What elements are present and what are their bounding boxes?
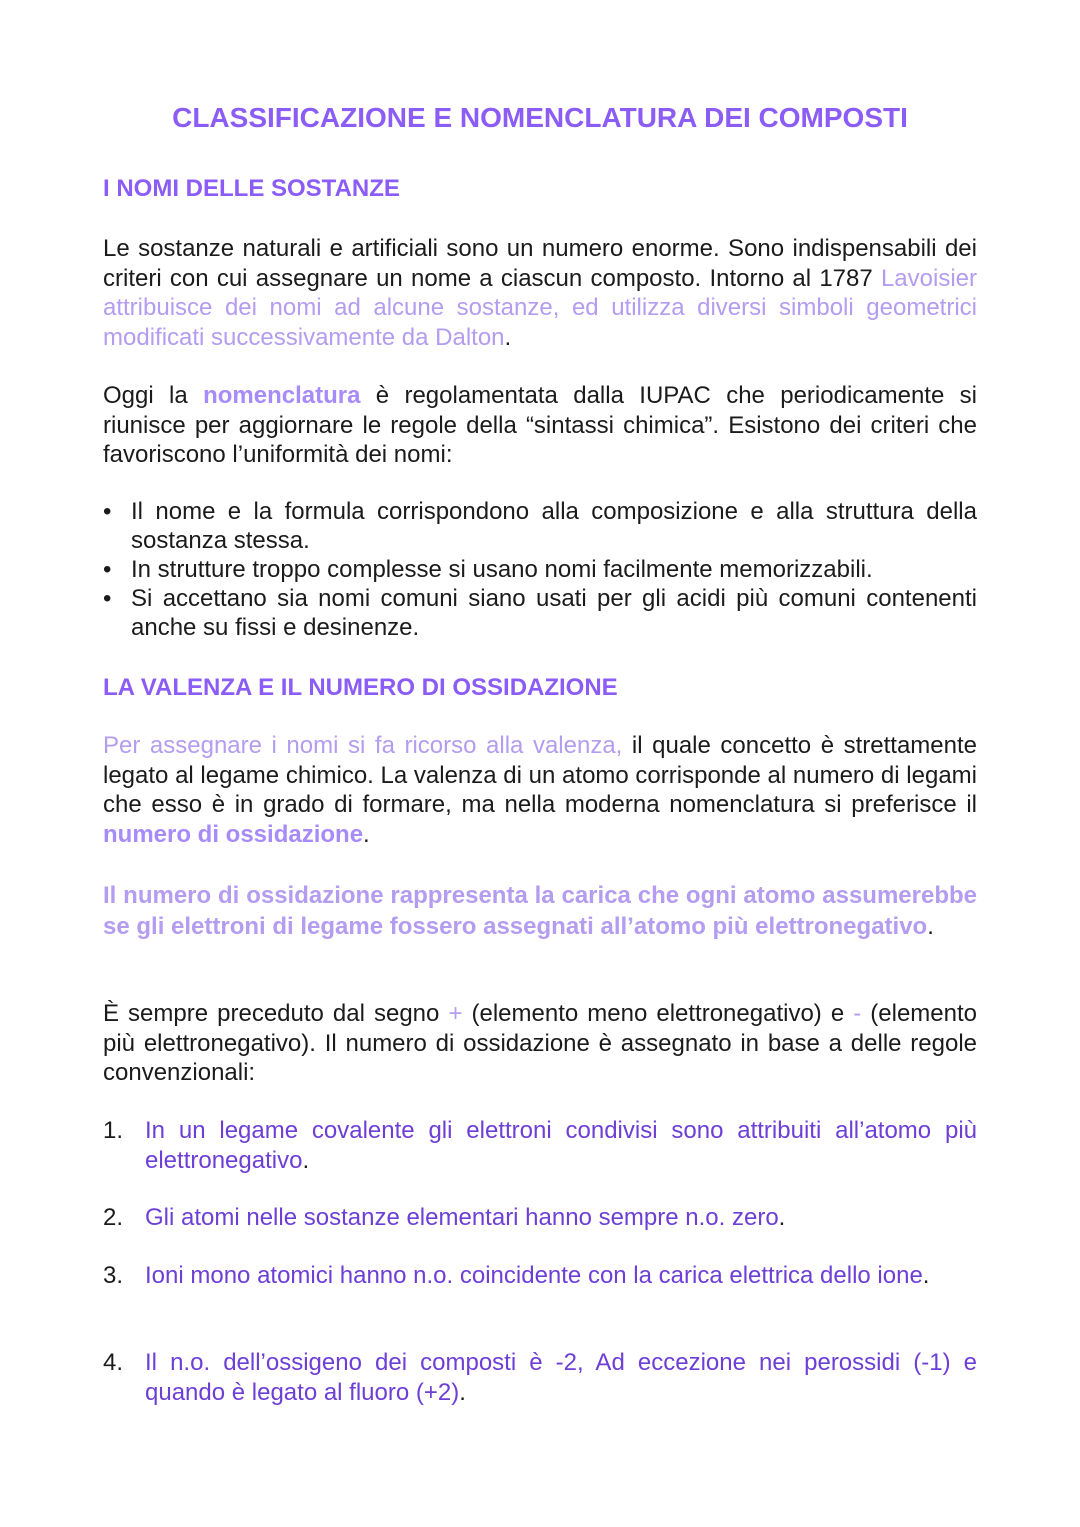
valenza-highlight: Per assegnare i nomi si fa ricorso alla valenza,: [103, 732, 623, 759]
rule-item: [103, 1261, 977, 1291]
paragraph-intro: [103, 234, 977, 352]
rule-text: [145, 1261, 977, 1291]
paragraph-valenza: [103, 731, 977, 849]
paragraph-iupac: [103, 381, 977, 470]
paragraph-valenza-end: .: [363, 820, 370, 848]
paragraph-valenza-rest: il quale concetto è strettamente legato al legame chimico. La valenza di un atomo corrisponde al numero di legami che esso è in grado di formare, ma nella moderna nomenclatura si preferisce il: [103, 732, 978, 818]
rule-number: 4.: [103, 1349, 124, 1376]
rule-end: .: [302, 1146, 310, 1174]
rule-number: 2.: [103, 1204, 124, 1231]
definition-text: Il numero di ossidazione rappresenta la carica che ogni atomo assumerebbe se gli elettroni di legame fossero assegnati all’atomo più elettronegativo: [103, 882, 977, 940]
paragraph-iupac-start: Oggi la: [103, 382, 204, 409]
rule-item: [103, 1116, 977, 1175]
paragraph-intro-end: .: [504, 323, 512, 351]
list-item: [103, 584, 977, 642]
rule-end: .: [778, 1204, 786, 1231]
plus-sign: +: [448, 1000, 463, 1027]
rule-text: [145, 1116, 977, 1175]
paragraph-intro-text: Le sostanze naturali e artificiali sono un numero enorme. Sono indispensabili dei criteri con cui assegnare un nome a ciascun composto. Intorno al 1787: [103, 235, 977, 292]
rule-text-body: Gli atomi nelle sostanze elementari hanno sempre n.o. zero: [145, 1204, 779, 1231]
rule-end: .: [459, 1378, 466, 1406]
numero-ossidazione-term: numero di ossidazione: [103, 820, 364, 848]
minus-sign: -: [853, 1000, 862, 1027]
bullet-icon: •: [103, 498, 112, 525]
bullet-icon: •: [103, 556, 112, 583]
segno-text-c: (elemento più elettronegativo). Il numero di ossidazione è assegnato in base a delle regole convenzionali:: [103, 1000, 978, 1086]
segno-text-b: (elemento meno elettronegativo) e: [462, 1000, 854, 1027]
list-item: [103, 497, 977, 555]
rule-number: 3.: [103, 1262, 124, 1289]
rule-item: [103, 1348, 977, 1407]
rule-text-body: Ioni mono atomici hanno n.o. coincidente con la carica elettrica dello ione: [145, 1262, 923, 1289]
paragraph-segno: [103, 999, 977, 1088]
rule-text-body: In un legame covalente gli elettroni condivisi sono attribuiti all’atomo più elettronegativo: [145, 1117, 977, 1174]
list-item: [103, 555, 977, 584]
rule-text-body: Il n.o. dell’ossigeno dei composti è -2, Ad eccezione nei perossidi (-1) e quando è legato al fluoro (+2): [145, 1349, 977, 1406]
section-heading-valenza: LA VALENZA E IL NUMERO DI OSSIDAZIONE: [103, 674, 618, 701]
list-item-text: In strutture troppo complesse si usano nomi facilmente memorizzabili.: [131, 556, 873, 583]
segno-text-a: È sempre preceduto dal segno: [103, 1000, 449, 1027]
list-item-text: Il nome e la formula corrispondono alla composizione e alla struttura della sostanza stessa.: [131, 498, 977, 554]
section-heading-nomi: I NOMI DELLE SOSTANZE: [103, 175, 400, 202]
rule-end: .: [922, 1262, 930, 1289]
bullet-icon: •: [103, 585, 112, 612]
definition-paragraph: [103, 880, 977, 942]
list-item-text: Si accettano sia nomi comuni siano usati per gli acidi più comuni contenenti anche su fissi e desinenze.: [131, 585, 977, 641]
rule-text: [145, 1203, 977, 1233]
paragraph-iupac-rest: è regolamentata dalla IUPAC che periodicamente si riunisce per aggiornare le regole della “sintassi chimica”. Esistono dei criteri che favoriscono l’uniformità dei nomi:: [103, 382, 977, 468]
rule-number: 1.: [103, 1117, 124, 1144]
rule-item: [103, 1203, 977, 1233]
lavoisier-highlight: Lavoisier attribuisce dei nomi ad alcune sostanze, ed utilizza diversi simboli geometrici modificati successivamente da Dalton: [103, 264, 977, 351]
definition-end: .: [927, 913, 934, 940]
nomenclatura-term: nomenclatura: [203, 382, 361, 409]
rule-text: [145, 1348, 977, 1407]
criteria-list: [103, 497, 977, 642]
page-title: CLASSIFICAZIONE E NOMENCLATURA DEI COMPOSTI: [172, 102, 908, 133]
